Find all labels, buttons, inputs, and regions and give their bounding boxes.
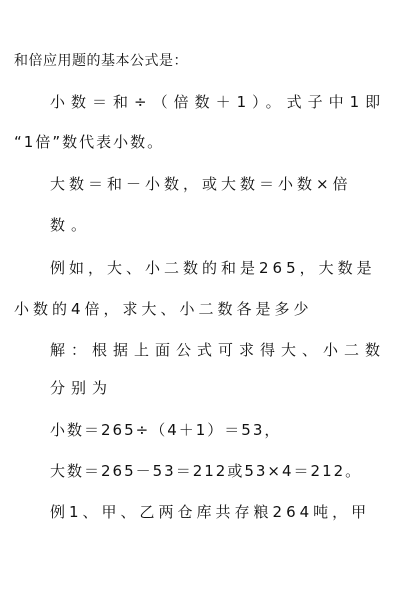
- formula-small-number: 小数＝和÷（倍数＋1）。式子中1即: [50, 93, 387, 111]
- example-question: 小数的4倍，求大、小二数各是多少: [14, 300, 313, 318]
- solution-big-number: 大数＝265－53＝212或53×4＝212。: [50, 462, 363, 480]
- solution-small-number: 小数＝265÷（4＋1）＝53，: [50, 421, 282, 439]
- example-intro: 例如，大、小二数的和是265，大数是: [50, 259, 376, 277]
- solution-intro-end: 分别为: [50, 379, 114, 397]
- formula-big-number: 大数＝和－小数，或大数＝小数×倍: [50, 175, 352, 193]
- solution-intro: 解：根据上面公式可求得大、小二数: [50, 341, 387, 359]
- formula-heading: 和倍应用题的基本公式是：: [14, 53, 188, 69]
- example-1: 例1、甲、乙两仓库共存粮264吨，甲: [50, 503, 371, 521]
- formula-big-number-end: 数。: [50, 216, 93, 234]
- formula-note: “1倍”数代表小数。: [14, 133, 165, 151]
